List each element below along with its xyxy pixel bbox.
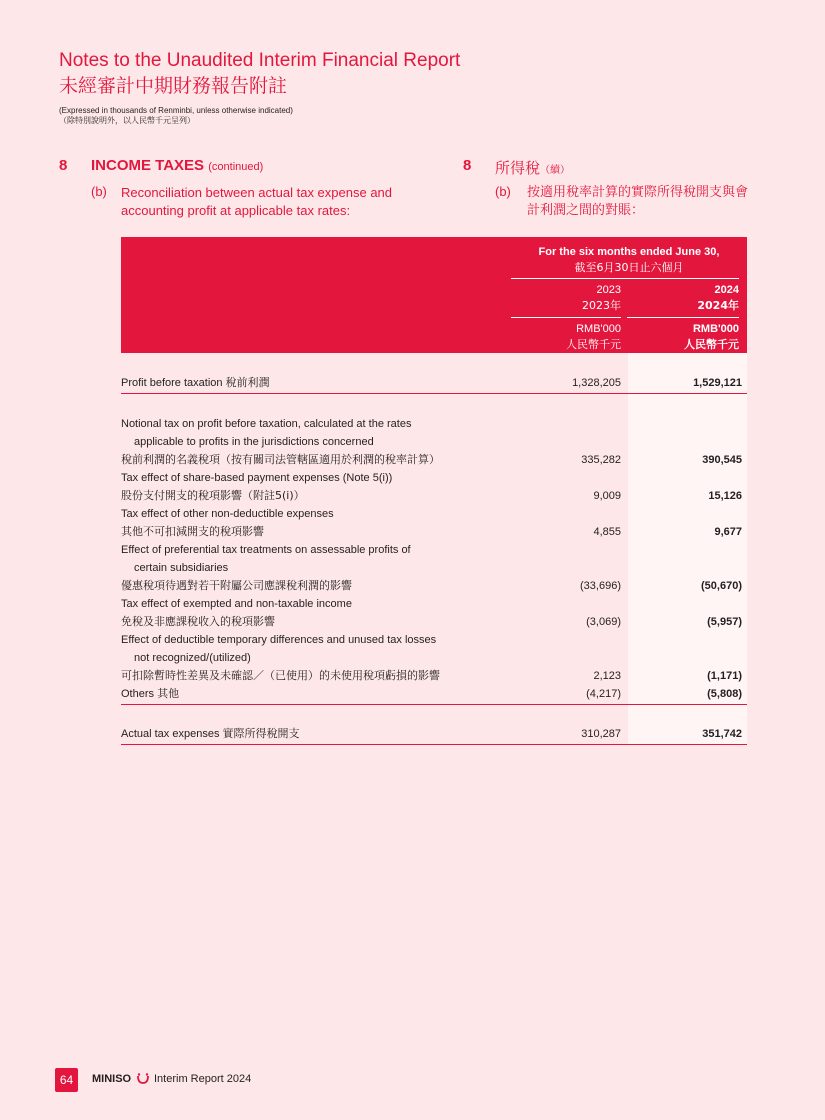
value-2023: 310,287 <box>581 728 621 740</box>
page-title-en: Notes to the Unaudited Interim Financial Report <box>59 50 461 71</box>
value-2023: 1,328,205 <box>572 377 621 389</box>
row-label <box>121 541 521 595</box>
value-2024: 351,742 <box>702 728 742 740</box>
row-label-line1: Notional tax on profit before taxation, calculated at the rates <box>121 418 412 430</box>
row-label-zh: 其他不可扣減開支的稅項影響 <box>121 525 264 538</box>
value-2024: 390,545 <box>702 454 742 466</box>
header-unit-2024-zh: 人民幣千元 <box>684 338 739 351</box>
sub-heading-en: Reconciliation between actual tax expense and accounting profit at applicable tax rates: <box>121 185 393 218</box>
row-label-line2: not recognized/(utilized) <box>134 652 251 664</box>
header-unit-2023-zh: 人民幣千元 <box>566 338 621 351</box>
header-unit-2023-en: RMB'000 <box>576 323 621 335</box>
table-row-non-deductible <box>121 505 747 541</box>
expressed-note <box>59 106 293 126</box>
expressed-note-zh: （除特別說明外，以人民幣千元呈列） <box>59 116 195 125</box>
page-number: 64 <box>55 1068 78 1092</box>
section-title-zh <box>495 157 570 178</box>
value-2023: 335,282 <box>581 454 621 466</box>
section-title-en-text: INCOME TAXES <box>91 157 205 174</box>
value-2024: (5,957) <box>707 616 742 628</box>
row-label-zh: 優惠稅項待遇對若干附屬公司應課稅利潤的影響 <box>121 579 352 592</box>
row-label: Profit before taxation 稅前利潤 <box>121 377 270 389</box>
table-row-share-based <box>121 469 747 505</box>
page-title-zh: 未經審計中期財務報告附註 <box>59 75 288 97</box>
rule-profit <box>121 393 747 394</box>
period-heading-zh: 截至6月30日止六個月 <box>574 261 684 274</box>
row-label: Actual tax expenses 實際所得稅開支 <box>121 728 300 740</box>
value-2023: 9,009 <box>593 490 621 502</box>
row-label-line1: Effect of deductible temporary differences and unused tax losses <box>121 634 437 646</box>
value-2024: 1,529,121 <box>693 377 742 389</box>
rule-actual <box>121 744 747 745</box>
header-unit-2024 <box>627 321 739 353</box>
row-label-zh: 股份支付開支的稅項影響（附註5(i)） <box>121 489 305 502</box>
row-label-line1: Effect of preferential tax treatments on assessable profits of <box>121 544 411 556</box>
table-row-notional-tax <box>121 415 747 469</box>
smile-logo-svg <box>136 1073 150 1085</box>
header-year-2024-en: 2024 <box>714 284 739 296</box>
sub-label-en: (b) <box>91 184 107 199</box>
value-2023: 4,855 <box>593 526 621 538</box>
section-title-zh-text: 所得稅 <box>495 159 541 177</box>
header-divider-2023 <box>511 317 621 318</box>
row-label <box>121 595 521 631</box>
sub-label-zh: (b) <box>495 184 511 199</box>
header-year-2024 <box>627 282 739 314</box>
value-2023: (33,696) <box>580 580 621 592</box>
row-label-zh: 免稅及非應課稅收入的稅項影響 <box>121 615 275 628</box>
header-divider-2024 <box>627 317 739 318</box>
row-label-line2: applicable to profits in the jurisdictions concerned <box>134 436 374 448</box>
row-label: Others 其他 <box>121 688 180 700</box>
row-label-line1: Tax effect of share-based payment expenses (Note 5(i)) <box>121 472 393 484</box>
period-heading <box>511 244 747 276</box>
row-label-zh: 可扣除暫時性差異及未確認／（已使用）的未使用稅項虧損的影響 <box>121 669 440 682</box>
report-name: Interim Report 2024 <box>154 1073 252 1085</box>
section-number-zh: 8 <box>463 157 472 174</box>
header-year-2024-zh: 2024年 <box>697 299 739 312</box>
value-2024: 15,126 <box>708 490 742 502</box>
header-year-2023 <box>511 282 621 314</box>
table-row-actual-tax <box>121 725 747 743</box>
header-divider-period <box>511 278 739 279</box>
expressed-note-en: (Expressed in thousands of Renminbi, unless otherwise indicated) <box>59 106 293 115</box>
smile-logo-icon <box>136 1073 150 1088</box>
section-continued-en: (continued) <box>208 161 264 173</box>
value-2024: (50,670) <box>701 580 742 592</box>
table-header <box>121 237 747 353</box>
row-label-line1: Tax effect of other non-deductible expenses <box>121 508 334 520</box>
row-label-line2: certain subsidiaries <box>134 562 229 574</box>
value-2024: 9,677 <box>714 526 742 538</box>
row-label <box>121 469 521 505</box>
rule-others <box>121 704 747 705</box>
value-2023: 2,123 <box>593 670 621 682</box>
table-row-profit <box>121 374 747 392</box>
header-unit-2024-en: RMB'000 <box>692 323 739 335</box>
header-year-2023-zh: 2023年 <box>582 299 621 312</box>
brand-name: MINISO <box>92 1073 132 1085</box>
value-2024: (5,808) <box>707 688 742 700</box>
row-label-line1: Tax effect of exempted and non-taxable income <box>121 598 352 610</box>
value-2023: (3,069) <box>586 616 621 628</box>
sub-heading-zh: 按適用稅率計算的實際所得稅開支與會計利潤之間的對賬： <box>527 185 749 218</box>
period-heading-en: For the six months ended June 30, <box>538 246 720 258</box>
row-label <box>121 631 521 685</box>
table-row-preferential <box>121 541 747 595</box>
row-label <box>121 505 521 541</box>
table-row-exempted <box>121 595 747 631</box>
value-2023: (4,217) <box>586 688 621 700</box>
row-label-zh: 稅前利潤的名義稅項（按有關司法管轄區適用於利潤的稅率計算） <box>121 453 440 466</box>
value-2024: (1,171) <box>707 670 742 682</box>
section-continued-zh: （續） <box>540 165 571 176</box>
header-unit-2023 <box>511 321 621 353</box>
table-row-others <box>121 685 747 703</box>
table-row-temporary-differences <box>121 631 747 685</box>
row-label <box>121 415 521 469</box>
section-number-en: 8 <box>59 157 68 174</box>
header-year-2023-en: 2023 <box>596 284 621 296</box>
section-title-en <box>91 157 263 174</box>
